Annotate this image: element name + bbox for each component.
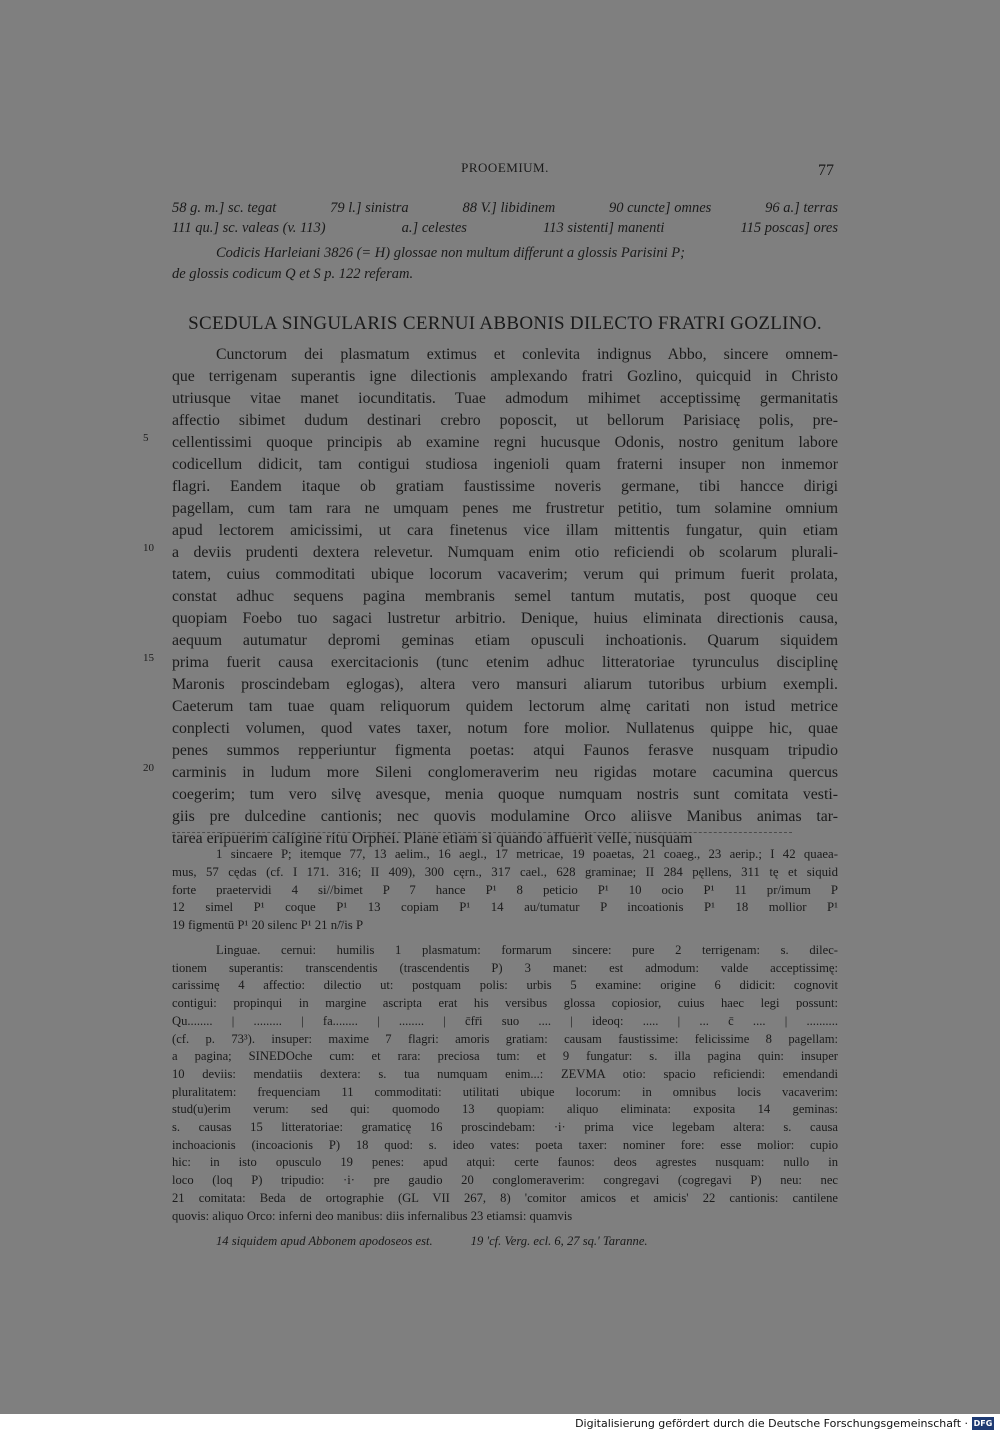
- gloss-line: quovis: aliquo Orco: inferni deo manibus: diis infernalibus 23 etiamsi: quamvis: [172, 1208, 573, 1223]
- gloss-line: inchoacionis (incoacionis P) 18 quod: s. ideo vates: poeta taxer: nominer fore: esse molior: cupio: [172, 1137, 838, 1152]
- body-line: constat adhuc sequens pagina membranis semel tantum mutatis, post quoque ceu: [172, 588, 838, 605]
- body-line: utriusque vitae manet iocunditatis. Tuae admodum mihimet acceptissimę germanitatis: [172, 390, 838, 407]
- gloss-line: stud(u)erim verum: sed qui: quomodo 13 quopiam: aliquo eliminata: exposita 14 geminas:: [172, 1102, 838, 1117]
- body-line: que terrigenam superantis igne dilectionis amplexando fratri Gozlino, quicquid in Christo: [172, 368, 838, 385]
- gloss-line: carissimę 4 affectio: dilectio ut: postquam polis: urbis 5 examine: origine 6 didicit: cognovit: [172, 978, 838, 993]
- gloss-line: Linguae. cernui: humilis 1 plasmatum: formarum sincere: pure 2 terrigenam: s. dilec-: [216, 943, 838, 957]
- body-line: tarea eripuerim caligine ritu Orphei. Plane etiam si quando affuerit velle, nusquam: [172, 830, 693, 847]
- banner-text: Digitalisierung gefördert durch die Deutsche Forschungsgemeinschaft ·: [575, 1417, 968, 1430]
- gloss-line: s. causas 15 litteratoriae: gramaticę 16 proscindebam: ·i· prima vice legebam altera: s. causa: [172, 1120, 838, 1134]
- body-line: a deviis prudenti dextera relevetur. Numquam enim otio reficiendi ob scolarum plurali-: [172, 544, 838, 561]
- gloss-line: loco (loq P) tripudio: ·i· pre gaudio 20 conglomeraverim: congregavi (cogregavi P) neu: nec: [172, 1173, 838, 1188]
- gloss-line: 10 deviis: mendatiis dextera: s. tua numquam enim...: ZEVMA otio: spacio reficiendi: emendandi: [172, 1066, 838, 1081]
- body-line: apud lectorem amicissimi, ut cara finetenus vice illam mittentis fungatur, quin etiam: [172, 522, 838, 539]
- line-number: 10: [143, 542, 154, 554]
- gloss-line: Qu........ | ......... | fa........ | ........ | c̄fr̄i suo .... | ideoq: ..... | ... c̄ .... | ..........: [172, 1013, 838, 1028]
- separator-rule: [172, 832, 792, 833]
- apparatus-line: 111 qu.] sc. valeas (v. 113) a.] celestes 113 sistenti] manenti 115 poscas] ores: [172, 220, 838, 236]
- body-line: giis pre dulcedine cantionis; nec quovis modulamine Orco aliisve Manibus animas tar-: [172, 808, 838, 825]
- apparatus-note: Codicis Harleiani 3826 (= H) glossae non multum differunt a glossis Parisini P;: [216, 245, 685, 261]
- apparatus-line: 58 g. m.] sc. tegat 79 l.] sinistra 88 V.] libidinem 90 cuncte] omnes 96 a.] terras: [172, 200, 838, 216]
- running-header: [172, 160, 838, 176]
- body-line: pagellam, cum tam rara ne umquam penes me frustretur petitio, tum solamine omnium: [172, 500, 838, 517]
- body-line: affectio sibimet dudum destinari crebro poposcit, ut bellorum Parisiacę polis, pre-: [172, 412, 838, 429]
- body-line: Cunctorum dei plasmatum extimus et conlevita indignus Abbo, sincere omnem-: [216, 346, 838, 363]
- body-line: Maronis proscindebam eglogas), altera vero mansuri aliarum tutoribus urbium exempli.: [172, 676, 838, 693]
- body-line: carminis in ludum more Sileni conglomeraverim neu rigidas motare cacumina quercus: [172, 764, 838, 781]
- body-line: coegerim; tum vero silvę avesque, menia quoque numquam nostris sunt comitata vesti-: [172, 786, 838, 803]
- body-line: Caeterum tam tuae quam reliquorum quidem lectorum almę caritati non istud metrice: [172, 698, 838, 715]
- gloss-line: tionem superantis: transcendentis (trascendentis P) 3 manet: est admodum: valde acceptissimę:: [172, 960, 838, 975]
- body-line: flagri. Eandem itaque ob gratiam faustissime noveris germane, tibi hancce dirigi: [172, 478, 838, 495]
- body-line: quopiam Foebo tuo sagaci lustretur arbitrio. Denique, huius eliminata directionis causa,: [172, 610, 838, 627]
- footnote-line: 12 simel P¹ coque P¹ 13 copiam P¹ 14 au/tumatur P incoationis P¹ 18 mollior P¹: [172, 900, 838, 915]
- body-line: aequum autumatur depromi geminas etiam opusculi inchoationis. Quarum siquidem: [172, 632, 838, 649]
- footnote-line: 19 figmentū P¹ 20 silenc P¹ 21 n/̄/is P: [172, 918, 364, 933]
- line-number: 20: [143, 762, 154, 774]
- body-line: tatem, cuius commoditati ubique locorum vacaverim; verum qui primum fuerit prolata,: [172, 566, 838, 583]
- apparatus-note: de glossis codicum Q et S p. 122 referam.: [172, 266, 414, 282]
- footnote-line: forte praetervidi 4 si//bimet P 7 hance P¹ 8 peticio P¹ 10 ocio P¹ 11 pr/imum P: [172, 882, 838, 897]
- body-line: prima fuerit causa exercitacionis (tunc etenim adhuc litteratoriae tyrunculus disciplinę: [172, 654, 838, 671]
- gloss-line: pluralitatem: frequenciam 11 commoditati: utilitati ubique locorum: in omnibus locis vacaverim:: [172, 1084, 838, 1099]
- body-line: cellentissimi quoque principis ab examine regni hucusque Odonis, nostro genitum labore: [172, 434, 838, 451]
- line-number: 5: [143, 432, 149, 444]
- body-line: conplecti volumen, quod vates taxer, notum fore molior. Nullatenus quippe hic, quae: [172, 720, 838, 737]
- dfg-logo: DFG: [973, 1419, 993, 1428]
- line-number: 15: [143, 652, 154, 664]
- footnote-line: 1 sincaere P; itemque 77, 13 aelim., 16 aegl., 17 metricae, 19 poaetas, 21 coaeg., 23 aerip.; I 42 quaea-: [216, 847, 838, 861]
- funding-banner: [0, 1414, 1000, 1434]
- section-title: SCEDULA SINGULARIS CERNUI ABBONIS DILECTO FRATRI GOZLINO.: [188, 313, 822, 334]
- body-line: penes summos repperiuntur figmenta poetas: atqui Faunos ferasve nusquam tripudio: [172, 742, 838, 759]
- end-note: 14 siquidem apud Abbonem apodoseos est. 19 'cf. Verg. ecl. 6, 27 sq.' Taranne.: [216, 1234, 648, 1248]
- body-line: codicellum didicit, tam contigui studiosa ingenioli quam fraterni insuper non inmemor: [172, 456, 838, 473]
- page-number: 77: [818, 162, 834, 179]
- header-title: PROOEMIUM.: [461, 160, 549, 175]
- gloss-line: contigui: propinqui in margine ascripta erat his versibus glossa copiosior, cuius haec legi possunt:: [172, 996, 838, 1011]
- gloss-line: (cf. p. 73³). insuper: maxime 7 flagri: amoris gratiam: causam faustissime: felicissime 8 pagellam:: [172, 1031, 838, 1046]
- footnote-line: mus, 57 cędas (cf. I 171. 316; II 409), 300 cęrn., 317 cael., 628 graminae; II 284 pęllens, 311 tę et siquid: [172, 864, 838, 879]
- gloss-line: 21 comitata: Beda de ortographie (GL VII 267, 8) 'comitor amicos et amicis' 22 cantionis: cantilene: [172, 1190, 838, 1205]
- gloss-line: a pagina; SINEDOche cum: et rara: preciosa tum: et 9 fungatur: s. illa pagina quin: insuper: [172, 1049, 838, 1064]
- gloss-line: hic: in isto opusculo 19 penes: apud atqui: certe faunos: deos agrestes nusquam: nullo in: [172, 1155, 838, 1170]
